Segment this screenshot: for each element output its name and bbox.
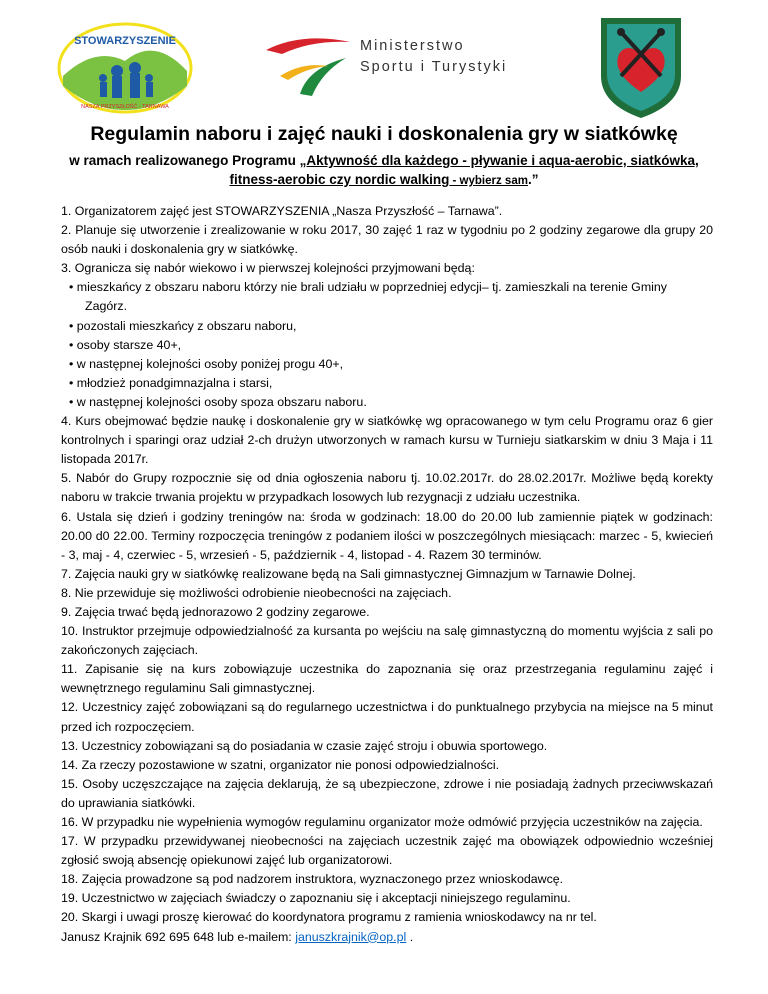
ministry-swoosh-icon xyxy=(262,28,354,98)
subtitle-program-name: „Aktywność dla każdego - pływanie i aqua-aerobic, siatkówka, fitness-aerobic czy nordic walking xyxy=(229,153,699,187)
regulation-item: 3. Ogranicza się nabór wiekowo i w pierwszej kolejności przyjmowani będą: xyxy=(61,261,475,276)
bullet-text: • mieszkańcy z obszaru naboru którzy nie brali udziału w poprzedniej edycji– tj. zamieszkali na terenie Gminy xyxy=(69,280,667,295)
logo-bar xyxy=(0,0,768,115)
subtitle-end: .” xyxy=(527,172,539,187)
contact-text: Janusz Krajnik 692 695 648 lub e-mailem: xyxy=(61,929,296,944)
regulation-item: 20. Skargi i uwagi proszę kierować do koordynatora programu z ramienia wnioskodawcy na nr tel. xyxy=(61,910,597,925)
regulation-item: 19. Uczestnictwo w zajęciach świadczy o zapoznaniu się i akceptacji niniejszego regulaminu. xyxy=(61,891,571,906)
regulation-item: 13. Uczestnicy zobowiązani są do posiadania w czasie zajęć stroju i obuwia sportowego. xyxy=(61,738,548,753)
bullet-item: • młodzież ponadgimnazjalna i starsi, xyxy=(69,375,273,390)
regulation-item: 15. Osoby uczęszczające na zajęcia deklarują, że są ubezpieczone, zdrowe i nie posiadają żadnych przeciwwskazań do uprawiania siatkówki. xyxy=(61,776,713,810)
bullet-item: • pozostali mieszkańcy z obszaru naboru, xyxy=(69,318,297,333)
regulation-item: 10. Instruktor przejmuje odpowiedzialność za kursanta po wejściu na salę gimnastyczną do momentu wyjścia z sali po zakończonych zajęciach. xyxy=(61,624,713,658)
association-logo xyxy=(55,16,195,116)
bullet-continuation: Zagórz. xyxy=(85,299,128,314)
regulation-item: 14. Za rzeczy pozostawione w szatni, organizator nie ponosi odpowiedzialności. xyxy=(61,757,500,772)
regulation-item: 12. Uczestnicy zajęć zobowiązani są do regularnego uczestnictwa i do punktualnego przybycia na miejsce na 5 minut przed ich rozpoczęciem. xyxy=(61,700,713,734)
subtitle-prefix: w ramach realizowanego Programu xyxy=(69,153,300,168)
regulation-item: 2. Planuje się utworzenie i zrealizowanie w roku 2017, 30 zajęć 1 raz w tygodniu po 2 godziny zegarowe dla grupy 20 osób nauki i doskonalenia gry w siatkówkę. xyxy=(61,223,713,257)
document-subtitle xyxy=(60,151,708,191)
regulations-body xyxy=(61,202,713,947)
bullet-item: • osoby starsze 40+, xyxy=(69,337,182,352)
ministry-line-1: Ministerstwo xyxy=(360,38,465,54)
ministry-line-2: Sportu i Turystyki xyxy=(360,59,508,75)
regulation-item: 7. Zajęcia nauki gry w siatkówkę realizowane będą na Sali gimnastycznej Gimnazjum w Tarnawie Dolnej. xyxy=(61,566,636,581)
document-title: Regulamin naboru i zajęć nauki i doskonalenia gry w siatkówkę xyxy=(90,123,678,145)
ministry-logo xyxy=(262,28,522,98)
bullet-item: • w następnej kolejności osoby spoza obszaru naboru. xyxy=(69,394,367,409)
bullet-item: • w następnej kolejności osoby poniżej progu 40+, xyxy=(69,356,344,371)
regulation-item: 18. Zajęcia prowadzone są pod nadzorem instruktora, wyznaczonego przez wnioskodawcę. xyxy=(61,872,564,887)
regulation-item: 5. Nabór do Grupy rozpocznie się od dnia ogłoszenia naboru tj. 10.02.2017r. do 28.02.2017r. Możliwe będą korekty naboru w trakcie trwania projektu w przypadkach losowych lub rezygnacji z udziału uczestnika. xyxy=(61,471,713,505)
association-logo-bottom-text: NASZA PRZYSZŁOŚĆ - TARNAWA xyxy=(81,104,169,110)
association-logo-top-text: STOWARZYSZENIE xyxy=(74,35,176,47)
regulation-item: 6. Ustala się dzień i godziny treningów na: środa w godzinach: 18.00 do 20.00 lub zamiennie piątek w godzinach: 20.00 d0 22.00. Terminy rozpoczęcia treningów z podaniem ilości w poszczególnych miesiącach: marzec - 5, kwiecień - 3, maj - 4, czerwiec - 5, wrzesień - 5, październik - 4, listopad - 4. Razem 30 terminów. xyxy=(61,509,713,562)
municipality-crest-icon xyxy=(597,14,685,120)
contact-end: . xyxy=(406,929,414,944)
subtitle-small: - wybierz sam xyxy=(449,175,528,187)
regulation-item: 8. Nie przewiduje się możliwości odrobienie nieobecności na zajęciach. xyxy=(61,585,452,600)
regulation-item: 16. W przypadku nie wypełnienia wymogów regulaminu organizator może odmówić przyjęcia uczestników na zajęcia. xyxy=(61,815,703,829)
regulation-item: 17. W przypadku przewidywanej nieobecności na zajęciach uczestnik zajęć ma obowiązek odpowiednio wcześniej zgłosić swoją absencję opiekunowi zajęć lub organizatorowi. xyxy=(61,834,713,868)
regulation-item: 9. Zajęcia trwać będą jednorazowo 2 godziny zegarowe. xyxy=(61,604,370,619)
bullet-item xyxy=(61,278,713,316)
regulation-item: 4. Kurs obejmować będzie naukę i doskonalenie gry w siatkówkę wg opracowanego w tym celu Programu oraz 6 gier kontrolnych i sparingi oraz udział 2-ch drużyn utworzonych w ramach kursu w Turnieju siatkarskim w dniu 3 Maja i 11 listopada 2017r. xyxy=(61,414,713,467)
regulation-item: 11. Zapisanie się na kurs zobowiązuje uczestnika do zapoznania się oraz przestrzegania regulaminu zajęć i wewnętrznego regulaminu Sali gimnastycznej. xyxy=(61,662,713,696)
regulation-item: 1. Organizatorem zajęć jest STOWARZYSZENIA „Nasza Przyszłość – Tarnawa”. xyxy=(61,204,503,218)
contact-line xyxy=(61,928,713,947)
contact-email-link[interactable]: januszkrajnik@op.pl xyxy=(295,929,407,944)
